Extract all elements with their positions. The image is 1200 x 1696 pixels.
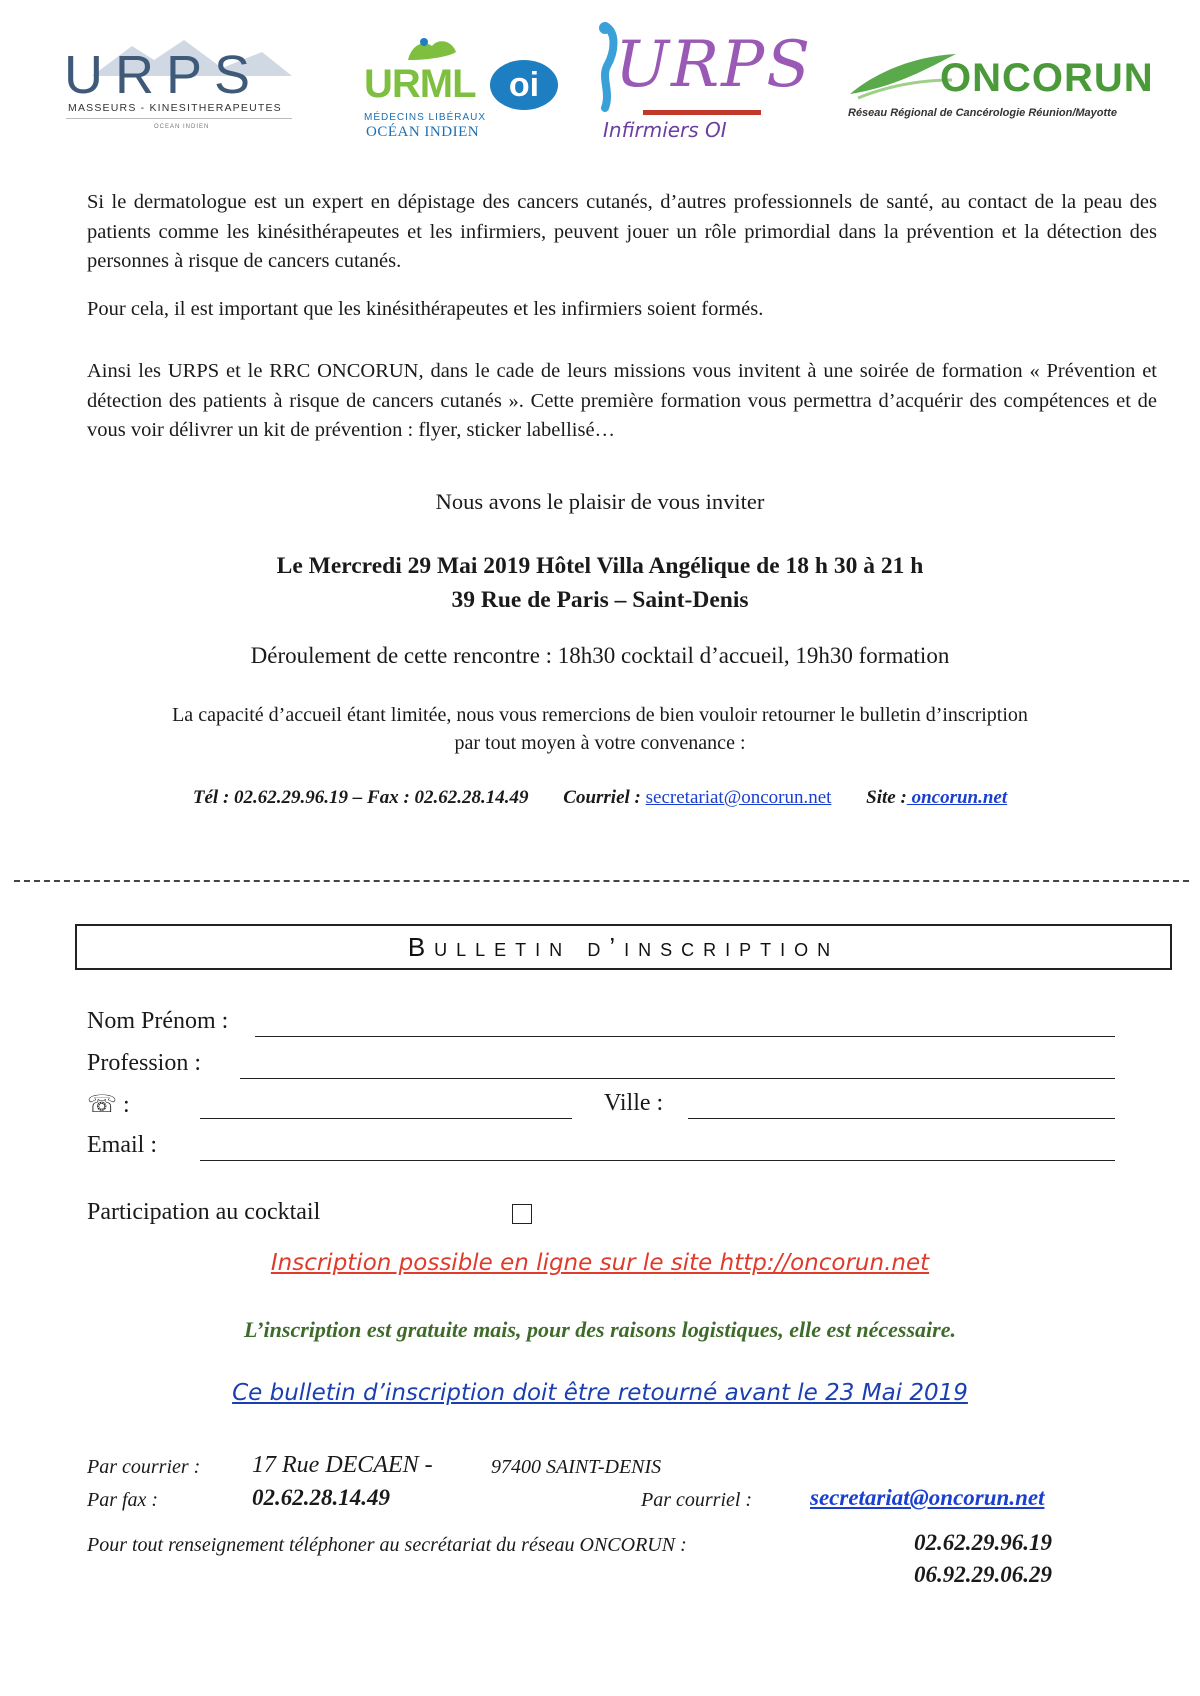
contact-email-link[interactable]: secretariat@oncorun.net — [645, 787, 832, 808]
ville-field[interactable] — [688, 1118, 1115, 1119]
contact-site-label: Site : — [866, 787, 907, 808]
logo-oncorun — [848, 50, 1154, 130]
cut-line — [14, 880, 1189, 882]
footer-phone-2: 06.92.29.06.29 — [914, 1562, 1052, 1587]
bulletin-title: Bulletin d’inscription — [407, 932, 840, 962]
deadline-notice: Ce bulletin d’inscription doit être retourné avant le 23 Mai 2019 — [232, 1380, 968, 1406]
urml-oi-badge: oi — [490, 60, 558, 110]
profession-field[interactable] — [240, 1078, 1115, 1079]
invite-line: Nous avons le plaisir de vous inviter — [435, 489, 765, 514]
contact-line — [0, 787, 1200, 809]
footer-fax-value: 02.62.28.14.49 — [252, 1485, 390, 1510]
online-registration-link[interactable]: Inscription possible en ligne sur le site http://oncorun.net — [270, 1250, 930, 1276]
contact-courriel-label: Courriel : — [563, 787, 641, 808]
profession-label: Profession : — [87, 1050, 201, 1076]
urps-inf-word: URPS — [615, 28, 813, 102]
footer-fax-label: Par fax : — [87, 1489, 159, 1511]
urml-sub-medecins: MÉDECINS LIBÉRAUX — [364, 112, 487, 123]
contact-tel-fax: Tél : 02.62.29.96.19 – Fax : 02.62.28.14.49 — [192, 787, 529, 808]
event-address: 39 Rue de Paris – Saint-Denis — [451, 587, 749, 613]
oncorun-sub: Réseau Régional de Cancérologie Réunion/Mayotte — [848, 107, 1117, 119]
intro-paragraph-2: Pour cela, il est important que les kinésithérapeutes et les infirmiers soient formés. — [87, 298, 764, 320]
urps-kine-sub: MASSEURS - KINESITHERAPEUTES — [68, 102, 282, 114]
footer-phone-1: 02.62.29.96.19 — [914, 1530, 1052, 1555]
urml-word: URML — [364, 62, 476, 106]
cocktail-checkbox[interactable] — [512, 1204, 532, 1224]
phone-field[interactable] — [200, 1118, 572, 1119]
email-field[interactable] — [200, 1160, 1115, 1161]
footer-renseignement: Pour tout renseignement téléphoner au secrétariat du réseau ONCORUN : — [87, 1534, 687, 1556]
capacite-line-1: La capacité d’accueil étant limitée, nous vous remercions de bien vouloir retourner le bulletin d’inscription — [172, 704, 1028, 726]
contact-site-link[interactable]: oncorun.net — [906, 787, 1008, 808]
footer-courriel-label: Par courriel : — [641, 1489, 753, 1511]
gratuite-notice: L’inscription est gratuite mais, pour des raisons logistiques, elle est nécessaire. — [244, 1317, 956, 1342]
ville-label: Ville : — [604, 1090, 664, 1116]
oncorun-word: ONCORUN — [940, 56, 1154, 100]
intro-paragraph-1: Si le dermatologue est un expert en dépistage des cancers cutanés, d’autres professionnels de santé, au contact de la peau des patients comme les kinésithérapeutes et les infirmiers, peuvent jouer un rôle primordial dans la prévention et la détection des personnes à risque de cancers cutanés. — [87, 191, 1157, 272]
urps-kine-word: URPS — [64, 45, 263, 105]
capacite-line-2: par tout moyen à votre convenance : — [454, 732, 746, 754]
intro-paragraph-3: Ainsi les URPS et le RRC ONCORUN, dans le cade de leurs missions vous invitent à une soirée de formation « Prévention et détection des patients à risque de cancers cutanés ». Cette première formation vous permettra d’acquérir des compétences et de vous voir délivrer un kit de prévention : flyer, sticker labellisé… — [87, 360, 1157, 441]
bulletin-header-box — [75, 924, 1172, 970]
phone-label: ☏ : — [87, 1092, 130, 1118]
deroulement-line: Déroulement de cette rencontre : 18h30 cocktail d’accueil, 19h30 formation — [250, 643, 950, 668]
email-label: Email : — [87, 1132, 157, 1158]
urps-inf-sub: Infirmiers OI — [603, 118, 727, 142]
cocktail-label: Participation au cocktail — [87, 1199, 321, 1225]
urps-kine-divider — [66, 118, 292, 119]
footer-courriel-link[interactable]: secretariat@oncorun.net — [810, 1485, 1045, 1510]
island-icon — [402, 34, 462, 64]
urps-kine-region: OCEAN INDIEN — [154, 124, 210, 130]
logo-urml-oi — [360, 30, 560, 140]
event-date-venue: Le Mercredi 29 Mai 2019 Hôtel Villa Angélique de 18 h 30 à 21 h — [276, 553, 924, 579]
urml-sub-ocean: OCÉAN INDIEN — [366, 124, 480, 140]
footer-courrier-label: Par courrier : — [87, 1456, 201, 1478]
logo-urps-infirmiers — [585, 22, 813, 144]
nom-prenom-field[interactable] — [255, 1036, 1115, 1037]
nom-prenom-label: Nom Prénom : — [87, 1008, 229, 1034]
logo-urps-kine — [62, 38, 294, 134]
footer-courrier-city: 97400 SAINT-DENIS — [491, 1456, 662, 1478]
urps-inf-bar — [643, 110, 761, 115]
footer-courrier-address: 17 Rue DECAEN - — [252, 1452, 433, 1478]
